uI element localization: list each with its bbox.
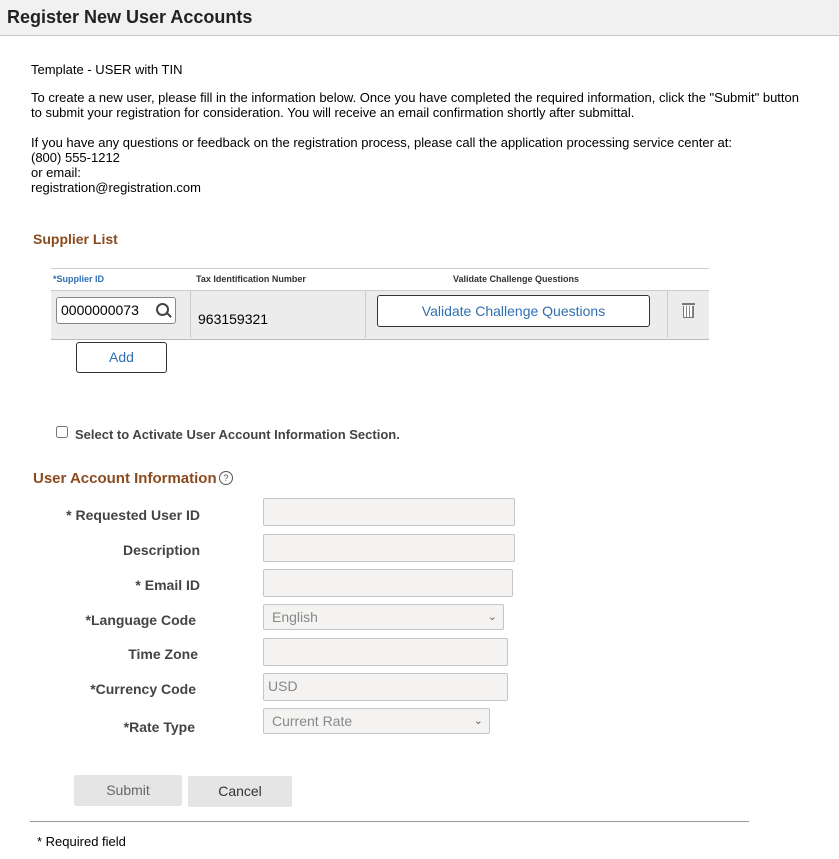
instructions-line-2: to submit your registration for consideration. You will receive an email confirmation shortly after submittal. <box>31 105 635 120</box>
page-title: Register New User Accounts <box>7 7 253 27</box>
template-label: Template - USER with TIN <box>31 62 183 77</box>
currency-code-label: *Currency Code <box>90 681 196 697</box>
add-button[interactable]: Add <box>76 342 167 373</box>
required-field-note: * Required field <box>37 834 126 849</box>
description-label: Description <box>122 542 200 558</box>
currency-code-input[interactable]: USD <box>263 673 508 701</box>
cancel-button[interactable]: Cancel <box>188 776 292 807</box>
activate-checkbox[interactable] <box>56 426 68 438</box>
contact-email: registration@registration.com <box>31 180 201 195</box>
email-id-label: * Email ID <box>135 577 200 593</box>
requested-user-id-label: * Requested User ID <box>66 507 200 523</box>
description-input[interactable] <box>263 534 515 562</box>
chevron-down-icon: ⌄ <box>473 715 483 727</box>
page-header <box>0 0 839 36</box>
instructions-line-1: To create a new user, please fill in the information below. Once you have completed the required information, click the "Submit" button <box>31 90 799 105</box>
contact-text: If you have any questions or feedback on the registration process, please call the application processing service center at: <box>31 135 732 150</box>
col-supplier-id[interactable]: *Supplier ID <box>53 274 105 284</box>
footer-divider <box>30 821 749 822</box>
or-email-text: or email: <box>31 165 81 180</box>
language-code-select[interactable] <box>263 604 504 630</box>
tin-value: 963159321 <box>198 311 269 327</box>
supplier-id-value: 0000000073 <box>61 302 139 318</box>
col-validate: Validate Challenge Questions <box>452 274 580 284</box>
language-code-value: English <box>272 609 318 625</box>
language-code-label: *Language Code <box>85 612 196 628</box>
rate-type-label: *Rate Type <box>123 719 195 735</box>
submit-button[interactable]: Submit <box>74 775 182 806</box>
supplier-list-title: Supplier List <box>33 231 118 247</box>
col-tin: Tax Identification Number <box>196 274 306 284</box>
time-zone-label: Time Zone <box>128 646 198 662</box>
email-id-input[interactable] <box>263 569 513 597</box>
chevron-down-icon: ⌄ <box>487 611 497 623</box>
supplier-id-input[interactable] <box>56 297 176 324</box>
user-account-title: User Account Information <box>33 470 217 487</box>
requested-user-id-input[interactable] <box>263 498 515 526</box>
rate-type-select[interactable] <box>263 708 490 734</box>
trash-icon[interactable] <box>683 306 694 318</box>
help-icon[interactable]: ? <box>219 471 233 485</box>
rate-type-value: Current Rate <box>272 713 353 729</box>
validate-challenge-questions-button[interactable]: Validate Challenge Questions <box>377 295 650 327</box>
activate-checkbox-label[interactable]: Select to Activate User Account Information Section. <box>75 427 400 442</box>
contact-phone: (800) 555-1212 <box>31 150 120 165</box>
time-zone-input[interactable] <box>263 638 508 666</box>
